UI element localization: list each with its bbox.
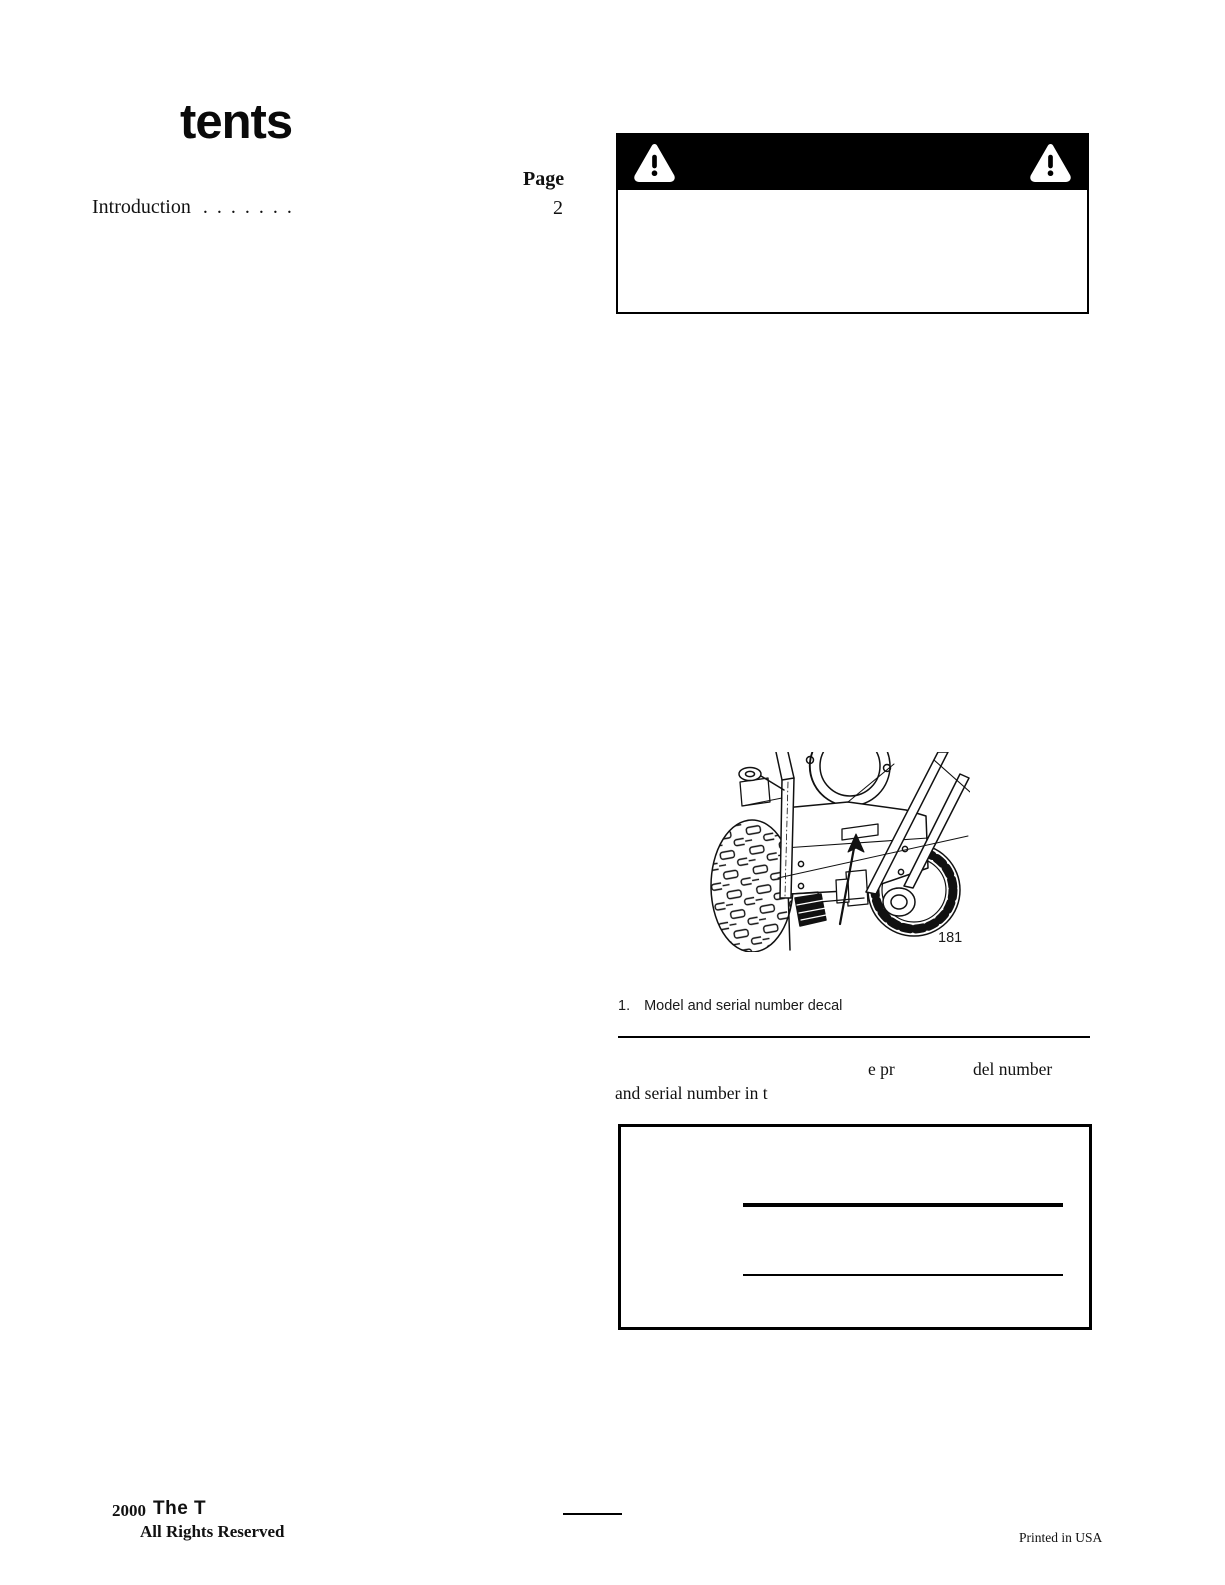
toc-entry-introduction xyxy=(92,196,294,219)
printed-in-usa-text: Printed in USA xyxy=(1019,1530,1103,1545)
warning-box-header xyxy=(618,135,1087,190)
copyright-year: 2000 xyxy=(112,1501,146,1520)
toc-entry-page-number: 2 xyxy=(553,197,563,219)
toc-page-column-label: Page xyxy=(523,168,565,190)
company-name: The T xyxy=(153,1498,207,1519)
body-text-fragment: e pr xyxy=(868,1059,895,1079)
footer-divider xyxy=(563,1513,622,1515)
toc-leader-dots: . . . . . . . xyxy=(202,196,294,218)
warning-box-body xyxy=(618,190,1087,312)
figure-caption xyxy=(618,998,842,1014)
snowblower-illustration xyxy=(698,752,970,952)
rights-reserved-text: All Rights Reserved xyxy=(140,1522,285,1541)
serial-number-box xyxy=(618,1124,1092,1330)
serial-number-blank-line xyxy=(743,1274,1063,1276)
figure-number: 181 xyxy=(938,930,963,946)
model-number-blank-line xyxy=(743,1203,1063,1207)
warning-triangle-icon xyxy=(1029,143,1072,182)
warning-box xyxy=(616,133,1089,314)
body-text-fragment: del number xyxy=(973,1059,1053,1079)
body-text-fragment: and serial number in t xyxy=(615,1083,768,1103)
page-title: tents xyxy=(180,95,293,149)
figure-caption-index: 1. xyxy=(618,998,631,1014)
toc-entry-label: Introduction xyxy=(92,196,191,218)
warning-triangle-icon xyxy=(633,143,676,182)
figure-caption-text: Model and serial number decal xyxy=(644,998,843,1014)
section-divider xyxy=(618,1036,1090,1038)
